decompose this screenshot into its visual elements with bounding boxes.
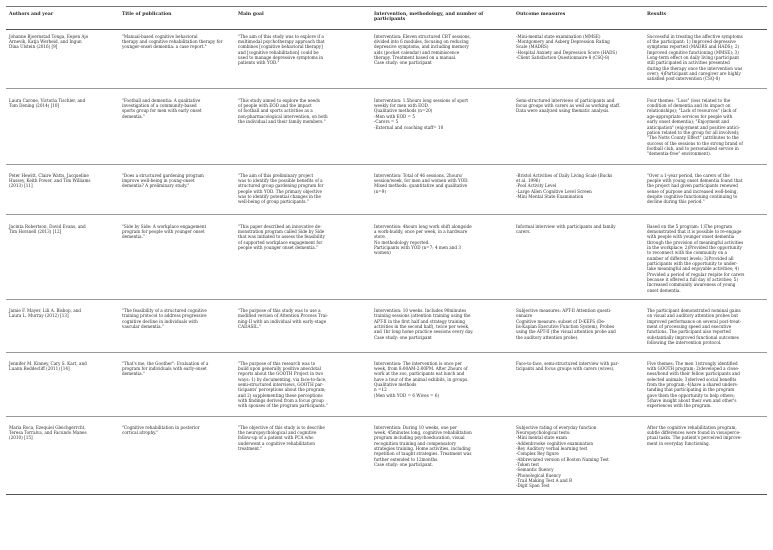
cell-text-line: dementia? A preliminary study." xyxy=(122,183,190,189)
cell-text-line: sports group for men with early onset xyxy=(122,108,202,114)
cell-text-line: people with YOD. The primary objective xyxy=(238,188,322,194)
cell-text-line: ticipants and focus groups with carers (wives). xyxy=(516,365,615,371)
cell-text-line: Qualitative methods xyxy=(374,381,417,387)
cell-main-goal xyxy=(235,164,371,214)
cell-text-line: further extended to 12months. xyxy=(374,456,439,462)
cell-text-line: Cognitive measure: subset of D-KEFS (De- xyxy=(516,318,606,324)
cell-text-line: decline during this period." xyxy=(647,199,705,205)
cell-text-line: number of different levels; 3)Provided all xyxy=(647,255,734,261)
cell-text-line: experiences with the program. xyxy=(647,403,712,409)
cell-text-line: tanding that participating in the program xyxy=(647,387,735,393)
cell-authors xyxy=(6,416,119,494)
cell-title xyxy=(119,214,235,299)
cell-text-line: onset dementia. xyxy=(647,287,681,293)
cell-text-line: recognition training and compensatory xyxy=(374,440,457,446)
table-row xyxy=(6,416,767,494)
cell-text-line: "Manual-based cognitive behavioral xyxy=(122,33,198,39)
cell-text-line: and 1hr long home practice sessions every day. xyxy=(374,329,474,335)
cell-text-line: structured group gardening program for xyxy=(238,183,324,189)
cell-text-line: lis-Kaplan Executive Function System), Probes xyxy=(516,324,615,330)
cell-text-line: ways: 1) by documenting, via face-to-face, xyxy=(238,376,327,382)
cell-text-line: monstration program called Side by Side xyxy=(238,228,325,234)
cell-text-line: Intervention: Total of 46 sessions, 2hours/ xyxy=(374,172,463,178)
cell-text-line: over); 4)Participant and caregiver are highly xyxy=(647,71,741,77)
cell-text-line: younger-onset dementia: a case report." xyxy=(122,44,207,50)
cell-text-line: of supported workplace engagement for xyxy=(238,239,323,245)
cell-text-line: with people with younger onset dementia xyxy=(647,234,735,240)
cell-text-line: of the participant: 1) Improved depressive xyxy=(647,39,736,45)
cell-text-line: patients with YOD." xyxy=(238,60,280,66)
cell-text-line: "Does a structured gardening program xyxy=(122,172,204,178)
cell-text-line: Scale (MADRS) xyxy=(516,44,549,50)
cell-text-line: success of the sessions to the strong brand of xyxy=(647,140,743,146)
cell-text-line: -Mini-mental state examination (MMSE) xyxy=(516,33,601,39)
cell-text-line: activities in the second half), twice per week, xyxy=(374,324,470,330)
cell-text-line: Jamie F. Mayer, Lili A. Bishop, and xyxy=(9,308,82,314)
cell-text-line: aids (pocket calendar) and reminiscence xyxy=(374,49,460,55)
cell-text-line: underwent a cognitive rehabilitation xyxy=(238,440,315,446)
cell-text-line: (n=9) xyxy=(374,188,387,194)
cell-text-line: Improved cognitive functioning (MMSE); 3) xyxy=(647,49,739,55)
cell-text-line: Intervention: 1.5hours long sessions of sport xyxy=(374,97,468,103)
cell-text-line: week, from 8:00AM-2:00PM. After 2hours of xyxy=(374,365,468,371)
cell-text-line: Long-term effect on daily living (participant xyxy=(647,55,740,61)
cell-text-line: therapy and cognitive rehabilitation therapy for xyxy=(122,39,223,45)
cell-text-line: semi-structured interviews, GOOTH par- xyxy=(238,381,324,387)
cell-text-line: Intervention: 4hours long work shift alongside xyxy=(374,223,472,229)
cell-results xyxy=(644,214,767,299)
cell-text-line: in the workplace; 2)Provided the opportunity xyxy=(647,245,742,250)
cell-authors xyxy=(6,352,119,416)
cell-text-line: Subjective rating of everyday function xyxy=(516,424,597,430)
cell-text-line: investigation of a community-based xyxy=(122,103,197,109)
cell-text-line: sense of purpose and increased well-being, xyxy=(647,188,738,194)
cell-text-line: Johanne Bjoernstad Tonga, Eepen Ajo xyxy=(9,33,89,39)
cell-authors xyxy=(6,164,119,214)
cell-text-line: take meaningful and enjoyable activities; 4) xyxy=(647,266,739,272)
cell-text-line: cognitive decline in individuals with xyxy=(122,318,198,324)
cell-text-line: CADASIL." xyxy=(238,324,261,330)
cell-text-line: the auditory attention probe). xyxy=(516,334,579,340)
table-row xyxy=(6,164,767,214)
cell-text-line: program for people with younger onset xyxy=(122,228,205,234)
cell-intervention xyxy=(371,300,513,352)
cell-text-line: APT-II in the first half and strategy training xyxy=(374,318,466,324)
cell-text-line: Increased community awareness of young xyxy=(647,282,736,288)
cell-text-line: symptoms reported (MADRS and HADS); 2) xyxy=(647,44,740,50)
cell-text-line: "The purpose of this research was to xyxy=(238,360,316,366)
cell-text-line: -Client Satisfaction Questionnaire-8 (CSQ-8) xyxy=(516,55,610,61)
cell-text-line: carers. xyxy=(516,228,531,234)
cell-text-line: modified version of Attention Process Trai- xyxy=(238,313,328,319)
cell-text-line: ning-II with an individual with early-stage xyxy=(238,318,327,324)
cell-text-line: despite cognitive functioning continuing to xyxy=(647,193,738,199)
cell-text-line: depressive symptoms, and including memory xyxy=(374,44,469,50)
cell-text-line: and 2) supplementing these perceptions xyxy=(238,392,323,398)
cell-title xyxy=(119,164,235,214)
cell-text-line: "This paper described an innovative de- xyxy=(238,223,322,229)
cell-text-line: -Semantic fluency xyxy=(516,467,554,473)
cell-text-line: reports about the GOOTH Project in two xyxy=(238,371,324,377)
cell-text-line: "Cognitive rehabilitation in posterior xyxy=(122,424,200,430)
cell-outcome-measures xyxy=(513,214,644,299)
cell-text-line: -Men with EOD = 5 xyxy=(374,113,416,119)
cell-text-line: -Rey Auditory verbal learning test xyxy=(516,445,588,451)
cell-text-line: -Large Allen Cognitive Level Screen xyxy=(516,188,592,194)
cell-text-line: Informal interview with participants and family xyxy=(516,223,616,229)
cell-text-line: Subjective measures: APT-II Attention questi- xyxy=(516,308,612,314)
table-header-row xyxy=(6,7,767,30)
cell-text-line: -Token test xyxy=(516,462,540,467)
cell-text-line: After the cognitive rehabilitation program, xyxy=(647,424,737,430)
cell-title xyxy=(119,352,235,416)
cell-main-goal xyxy=(235,352,371,416)
cell-text-line: No methodology reported. xyxy=(374,239,430,245)
cell-text-line: work at the zoo, participants eat lunch and xyxy=(374,371,465,377)
table-row xyxy=(6,352,767,416)
cell-text-line: The participant demonstrated nominal gains xyxy=(647,308,741,314)
cell-text-line: was to identify potential changes in the xyxy=(238,193,321,199)
cell-intervention xyxy=(371,88,513,164)
cell-text-line: "The aim of this study was to explore if a xyxy=(238,33,324,39)
cell-text-line: -Bristol Activities of Daily Living Scale (Bucks xyxy=(516,172,613,178)
cell-text-line: Four themes: "Loss" (loss related to the xyxy=(647,97,731,103)
cell-text-line: vascular dementia." xyxy=(122,324,164,330)
header-intervention: Intervention, methodology, and number of participants xyxy=(371,7,513,30)
cell-intervention xyxy=(371,352,513,416)
cell-text-line: anticipation" (enjoyment and positive antici- xyxy=(647,124,741,130)
cell-intervention xyxy=(371,29,513,88)
cell-text-line: Provided a period of regular respite for carers xyxy=(647,271,745,277)
cell-text-line: "dementia-free" environment). xyxy=(647,151,712,157)
cell-text-line: used to manage depressive symptoms in xyxy=(238,55,324,61)
cell-text-line: "Over a 1-year period, the carers of the xyxy=(647,172,730,178)
cell-text-line: Intervention: The intervention is once per xyxy=(374,360,463,366)
cell-text-line: Intervention: Eleven structured CBT sessions, xyxy=(374,33,471,39)
cell-text-line: people with younger onset dementia." xyxy=(238,245,318,250)
cell-text-line: have a tour of the animal exhibits, in groups. xyxy=(374,376,469,382)
cell-text-line: Successful in treating the affective symptoms xyxy=(647,33,743,39)
cell-text-line: pation related to the group for all involved); xyxy=(647,129,740,135)
cell-text-line: week, 45minutes long, cognitive rehabilitation xyxy=(374,429,472,435)
cell-text-line: onnaire xyxy=(516,313,533,319)
cell-text-line: Five themes: The men 1)strongly identified xyxy=(647,360,738,366)
cell-text-line: "The objective of this study is to describe xyxy=(238,424,325,430)
cell-text-line: -Mini Mental State Examination xyxy=(516,193,584,199)
cell-text-line: people with young onset dementia found that xyxy=(647,177,743,183)
cell-text-line: Luann Reddecliff (2011) [14] xyxy=(9,365,70,371)
cell-text-line: Teresa Torralva, and Facundo Manes xyxy=(9,429,87,435)
cell-text-line: condition of dementia and its impact on xyxy=(647,103,731,109)
cell-results xyxy=(644,352,767,416)
cell-text-line: treatment." xyxy=(238,445,263,451)
cell-text-line: Face-to-face, semi-structured interview with par- xyxy=(516,360,619,366)
cell-text-line: Based on the 5 program: 1)The program xyxy=(647,223,733,229)
cell-main-goal xyxy=(235,214,371,299)
cell-text-line: ness/bond with their fellow participants and xyxy=(647,371,740,377)
cell-text-line: program including psychoeducation, visual xyxy=(374,435,465,441)
cell-text-line: Laura Carone, Victoria Tischler, and xyxy=(9,97,86,103)
cell-text-line: relationships); "Lack of resources" (lack of xyxy=(647,108,737,114)
cell-text-line: Tim Horsnell (2013) [12] xyxy=(9,228,62,234)
cell-text-line: Arnevik, Katja Werheid, and Ingun xyxy=(9,39,82,45)
cell-text-line: a work-buddy, once per week, in a hardware xyxy=(374,228,468,234)
cell-text-line: through the provision of meaningful activities xyxy=(647,239,744,245)
cell-text-line: divided into 6 modules, focusing on reducing xyxy=(374,39,469,45)
cell-text-line: session/week, for men and women with YOD. xyxy=(374,177,469,183)
cell-text-line: satisfied post-intervention (CSQ-8) xyxy=(647,76,721,82)
cell-text-line: Case study: one participant. xyxy=(374,462,434,467)
cell-text-line: cortical atrophy." xyxy=(122,429,159,435)
cell-text-line: -Phonological fluency xyxy=(516,472,561,478)
cell-text-line: Jacinta Robertson, David Evans, and xyxy=(9,223,86,229)
cell-text-line: from the program; 4)have a shared unders- xyxy=(647,381,739,387)
cell-text-line: that was initiated to assess the feasibility xyxy=(238,234,325,240)
cell-text-line: improve well-being in young-onset xyxy=(122,177,195,183)
cell-authors xyxy=(6,88,119,164)
cell-text-line: follow-up of a patient with PCA who xyxy=(238,435,314,441)
cell-text-line: therapy. Treatment based on a manual. xyxy=(374,55,457,61)
cell-text-line: Semi-structured interviews of participants and xyxy=(516,97,615,103)
cell-text-line: "This study aimed to explore the needs xyxy=(238,97,320,103)
cell-text-line: (Men with YOD = 6 Wives = 6) xyxy=(374,392,440,398)
cell-text-line: "That's me, the Goother": Evaluation of a xyxy=(122,360,209,366)
table-row xyxy=(6,214,767,299)
cell-text-line: the individual and their family members." xyxy=(238,119,326,125)
cell-text-line: Mixed methods: quantitative and qualitative xyxy=(374,183,468,189)
cell-text-line: (2010) [15] xyxy=(9,435,33,441)
cell-text-line: -External and coaching staff= 10 xyxy=(374,124,444,130)
cell-text-line: with findings derived from a focus group xyxy=(238,397,324,403)
cell-text-line: build upon generally positive anecdotal xyxy=(238,365,321,371)
cell-text-line: Qualitative methods (n=20) xyxy=(374,108,433,114)
cell-text-line: -Abbreviated version of Boston Naming Test xyxy=(516,456,609,462)
cell-results xyxy=(644,416,767,494)
cell-text-line: to reconnect with the community on a xyxy=(647,250,727,256)
cell-text-line: with spouses of the program participants." xyxy=(238,403,328,409)
cell-text-line: strategies training. Home activities, including xyxy=(374,445,471,451)
cell-text-line: subtle differences were found in visuoperce- xyxy=(647,429,741,435)
cell-text-line: Neuropsychological tests: xyxy=(516,429,571,435)
cell-text-line: Peter Hewitt, Claire Watts, Jacqueline xyxy=(9,172,89,178)
cell-text-line: dementia." xyxy=(122,234,145,240)
cell-main-goal xyxy=(235,416,371,494)
cell-text-line: "The aim of this preliminary project xyxy=(238,172,314,178)
cell-main-goal xyxy=(235,88,371,164)
cell-title xyxy=(119,88,235,164)
cell-text-line: "Football and dementia: A qualitative xyxy=(122,97,201,103)
cell-authors xyxy=(6,214,119,299)
cell-text-line: of people with EOD and the impact xyxy=(238,103,312,109)
cell-text-line: following the intervention protocol. xyxy=(647,340,722,346)
cell-text-line: of football and sports activities as a xyxy=(238,108,313,114)
cell-text-line: because it offered a full day of activities; 5) xyxy=(647,277,739,283)
cell-text-line: -Montgomery and Asberg Depression Rating xyxy=(516,39,610,45)
cell-text-line: et al. 1996) xyxy=(516,177,541,183)
cell-text-line: ment in everyday functioning. xyxy=(647,440,710,446)
cell-text-line: -Complex Rey figure xyxy=(516,451,559,457)
cell-outcome-measures xyxy=(513,88,644,164)
cell-text-line: program for individuals with early-onset xyxy=(122,365,207,371)
cell-text-line: Intervention: During 10 weeks, one per xyxy=(374,424,457,430)
cell-text-line: substantially improved functional outcomes xyxy=(647,334,739,340)
cell-text-line: Participants with YOD (n=7; 4 men and 3 xyxy=(374,245,461,250)
cell-intervention xyxy=(371,416,513,494)
cell-text-line: the neuropsychological and cognitive xyxy=(238,429,317,435)
cell-results xyxy=(644,164,767,214)
cell-text-line: n =12 xyxy=(374,387,387,393)
cell-text-line: (2013) [11] xyxy=(9,183,33,189)
cell-intervention xyxy=(371,214,513,299)
cell-outcome-measures xyxy=(513,164,644,214)
header-title: Title of publication xyxy=(119,7,235,30)
cell-text-line: repetition of taught strategies. Treatment was xyxy=(374,451,472,457)
cell-text-line: non-pharmacological intervention, on both xyxy=(238,113,328,119)
cell-text-line: functions. The participant also reported xyxy=(647,329,731,335)
cell-outcome-measures xyxy=(513,300,644,352)
cell-main-goal xyxy=(235,29,371,88)
cell-text-line: weekly for men with EOD. xyxy=(374,103,430,109)
cell-text-line: early onset dementia); "Enjoyment and xyxy=(647,119,730,125)
cell-text-line: training sessions (attention training using the xyxy=(374,313,471,319)
cell-authors xyxy=(6,300,119,352)
header-authors: Authors and year xyxy=(6,7,119,30)
cell-text-line: Dina Ulstein (2016) [9] xyxy=(9,44,58,50)
cell-main-goal xyxy=(235,300,371,352)
cell-text-line: Intervention: 10 weeks. Includes 90minutes xyxy=(374,308,467,314)
cell-authors xyxy=(6,29,119,88)
cell-text-line: -Trail Making Test A and B xyxy=(516,478,573,484)
cell-text-line: Jennifer M. Kinney, Cary S. Kart, and xyxy=(9,360,87,366)
literature-review-table xyxy=(6,6,767,495)
cell-text-line: dementia." xyxy=(122,113,145,119)
cell-title xyxy=(119,300,235,352)
cell-text-line: -Digit Span Test xyxy=(516,483,550,489)
cell-text-line: improved performance on several post-treat- xyxy=(647,318,742,324)
cell-text-line: gave them the opportunity to help others; xyxy=(647,392,735,398)
cell-text-line: on visual and auditory attention probes but xyxy=(647,313,739,319)
cell-text-line: still participated in activities presented xyxy=(647,60,730,66)
cell-text-line: dementia." xyxy=(122,371,145,377)
cell-text-line: "Side by Side: A workplace engagement xyxy=(122,223,207,229)
cell-outcome-measures xyxy=(513,416,644,494)
cell-results xyxy=(644,29,767,88)
cell-text-line: women) xyxy=(374,250,391,256)
cell-outcome-measures xyxy=(513,352,644,416)
cell-text-line: was to identify the possible benefits of a xyxy=(238,177,323,183)
cell-text-line: Data were analyzed using thematic analysis. xyxy=(516,108,610,114)
table-row xyxy=(6,88,767,164)
cell-text-line: Tom Dening (2014) [10] xyxy=(9,103,60,109)
cell-text-line: and [cognitive rehabilitation] could be xyxy=(238,49,319,55)
cell-text-line: Maria Roca, Ezequiel Gleichgerrcht, xyxy=(9,424,86,430)
header-results: Results xyxy=(644,7,767,30)
cell-text-line: participants with the opportunity to under- xyxy=(647,261,738,267)
cell-intervention xyxy=(371,164,513,214)
cell-text-line: using the APT-II (the visual attention probe and xyxy=(516,329,616,335)
cell-text-line: the project had given participants renewed xyxy=(647,183,738,189)
cell-text-line: combines [cognitive behavioral therapy] xyxy=(238,44,323,50)
cell-text-line: ticipants' perceptions about the program; xyxy=(238,387,326,393)
cell-text-line: -Mini mental state exam xyxy=(516,435,567,441)
cell-text-line: -Hospital Anxiety and Depression Score (HADS) xyxy=(516,49,617,55)
table-row xyxy=(6,29,767,88)
cell-text-line: Case study: one participant xyxy=(374,334,432,340)
cell-title xyxy=(119,29,235,88)
cell-results xyxy=(644,300,767,352)
cell-text-line: ptual tasks. The patient's perceived improve- xyxy=(647,435,742,441)
cell-text-line: ment of processing speed and executive xyxy=(647,324,732,330)
cell-text-line: age-appropriate services for people with xyxy=(647,113,733,119)
cell-text-line: 5)have insight about their own and other's xyxy=(647,397,737,403)
cell-text-line: selected animals; 3)derived social benefits xyxy=(647,376,737,382)
cell-text-line: store. xyxy=(374,234,387,240)
header-outcome-measures: Outcome measures xyxy=(513,7,644,30)
cell-text-line: demonstrated that it is possible to re-engage xyxy=(647,228,742,234)
cell-text-line: with GOOTH program; 2)developed a close- xyxy=(647,365,740,371)
cell-text-line: Case study: one participant xyxy=(374,60,432,66)
cell-text-line: -Carers = 5 xyxy=(374,119,399,125)
cell-text-line: "The Notts County Effect" (attributes to the xyxy=(647,135,739,141)
cell-text-line: well-being of group participants." xyxy=(238,199,309,205)
cell-text-line: "The feasibility of a structured cognitive xyxy=(122,308,207,314)
cell-text-line: -Pool Activity Level xyxy=(516,183,557,189)
cell-text-line: training protocol to address progressive xyxy=(122,313,207,319)
table-row xyxy=(6,300,767,352)
cell-text-line: focus groups with carers as well as working staff. xyxy=(516,103,621,109)
cell-title xyxy=(119,416,235,494)
cell-text-line: Laura L. Murray (2012) [13] xyxy=(9,313,69,319)
cell-text-line: during the therapy once the intervention was xyxy=(647,65,743,71)
cell-text-line: -Addenbrooke cognitive examination xyxy=(516,440,594,446)
cell-text-line: Hussey, Keith Power, and Tim Williams xyxy=(9,177,91,183)
header-main-goal: Main goal xyxy=(235,7,371,30)
cell-text-line: multimodal psychotherapy approach that xyxy=(238,39,325,45)
cell-text-line: "The purpose of this study was to use a xyxy=(238,308,321,314)
table-body xyxy=(6,29,767,494)
cell-outcome-measures xyxy=(513,29,644,88)
cell-results xyxy=(644,88,767,164)
cell-text-line: football club, and to personalized service in xyxy=(647,145,739,151)
